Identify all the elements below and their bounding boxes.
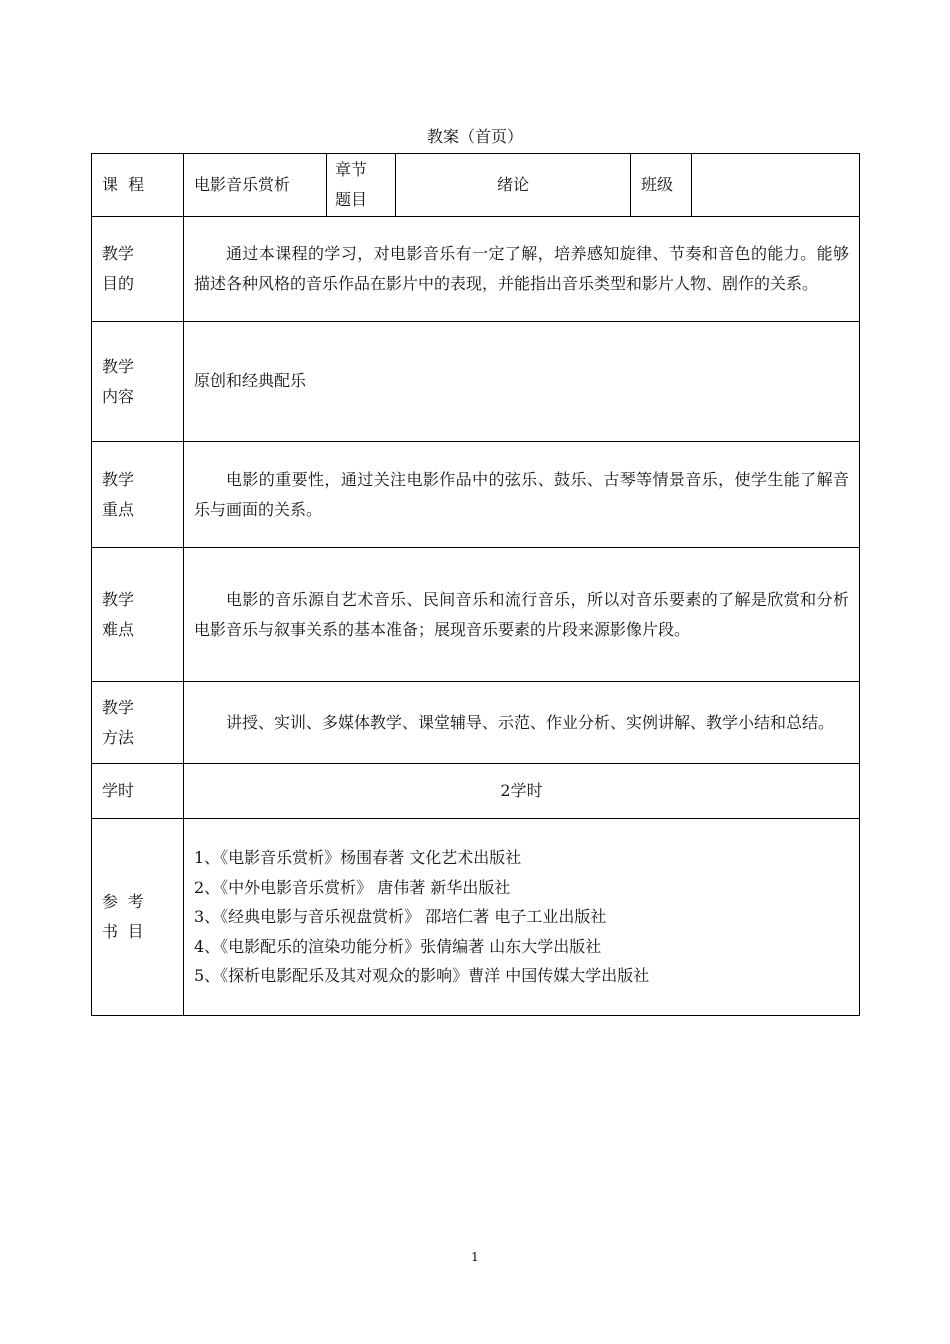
header-row xyxy=(92,154,860,217)
difficulties-row xyxy=(92,548,860,682)
methods-row xyxy=(92,682,860,764)
content-text: 原创和经典配乐 xyxy=(184,322,860,442)
chapter-value: 绪论 xyxy=(396,154,631,217)
content-label: 教学内容 xyxy=(92,322,184,442)
difficulties-text: 电影的音乐源自艺术音乐、民间音乐和流行音乐，所以对音乐要素的了解是欣赏和分析电影音乐与叙事关系的基本准备；展现音乐要素的片段来源影像片段。 xyxy=(184,548,860,682)
objective-label: 教学目的 xyxy=(92,217,184,322)
difficulties-label: 教学难点 xyxy=(92,548,184,682)
content-row xyxy=(92,322,860,442)
key-points-text: 电影的重要性，通过关注电影作品中的弦乐、鼓乐、古琴等情景音乐，使学生能了解音乐与画面的关系。 xyxy=(184,442,860,548)
hours-row xyxy=(92,764,860,819)
key-points-label: 教学重点 xyxy=(92,442,184,548)
document-title: 教案（首页） xyxy=(426,127,523,146)
methods-text: 讲授、实训、多媒体教学、课堂辅导、示范、作业分析、实例讲解、教学小结和总结。 xyxy=(184,682,860,764)
objective-row xyxy=(92,217,860,322)
lesson-plan-table xyxy=(91,153,860,1016)
reference-item: 4、《电影配乐的渲染功能分析》张倩编著 山东大学出版社 xyxy=(194,936,602,956)
key-points-row xyxy=(92,442,860,548)
references-label: 参考书目 xyxy=(92,819,184,1016)
objective-text: 通过本课程的学习，对电影音乐有一定了解，培养感知旋律、节奏和音色的能力。能够描述各种风格的音乐作品在影片中的表现，并能指出音乐类型和影片人物、剧作的关系。 xyxy=(184,217,860,322)
reference-item: 2、《中外电影音乐赏析》 唐伟著 新华出版社 xyxy=(194,877,511,897)
class-value xyxy=(692,154,860,217)
reference-item: 1、《电影音乐赏析》杨围春著 文化艺术出版社 xyxy=(194,848,522,868)
methods-label: 教学方法 xyxy=(92,682,184,764)
course-label: 课 程 xyxy=(92,154,184,217)
references-row xyxy=(92,819,860,1016)
class-label: 班级 xyxy=(631,154,692,217)
reference-item: 5、《探析电影配乐及其对观众的影响》曹洋 中国传媒大学出版社 xyxy=(194,966,650,986)
page-number: 1 xyxy=(471,1250,479,1264)
reference-item: 3、《经典电影与音乐视盘赏析》 邵培仁著 电子工业出版社 xyxy=(194,907,607,927)
course-value: 电影音乐赏析 xyxy=(184,154,327,217)
chapter-label: 章节题目 xyxy=(327,154,396,217)
hours-label: 学时 xyxy=(92,764,184,819)
references-list xyxy=(184,819,860,1016)
hours-value: 2学时 xyxy=(184,764,860,819)
